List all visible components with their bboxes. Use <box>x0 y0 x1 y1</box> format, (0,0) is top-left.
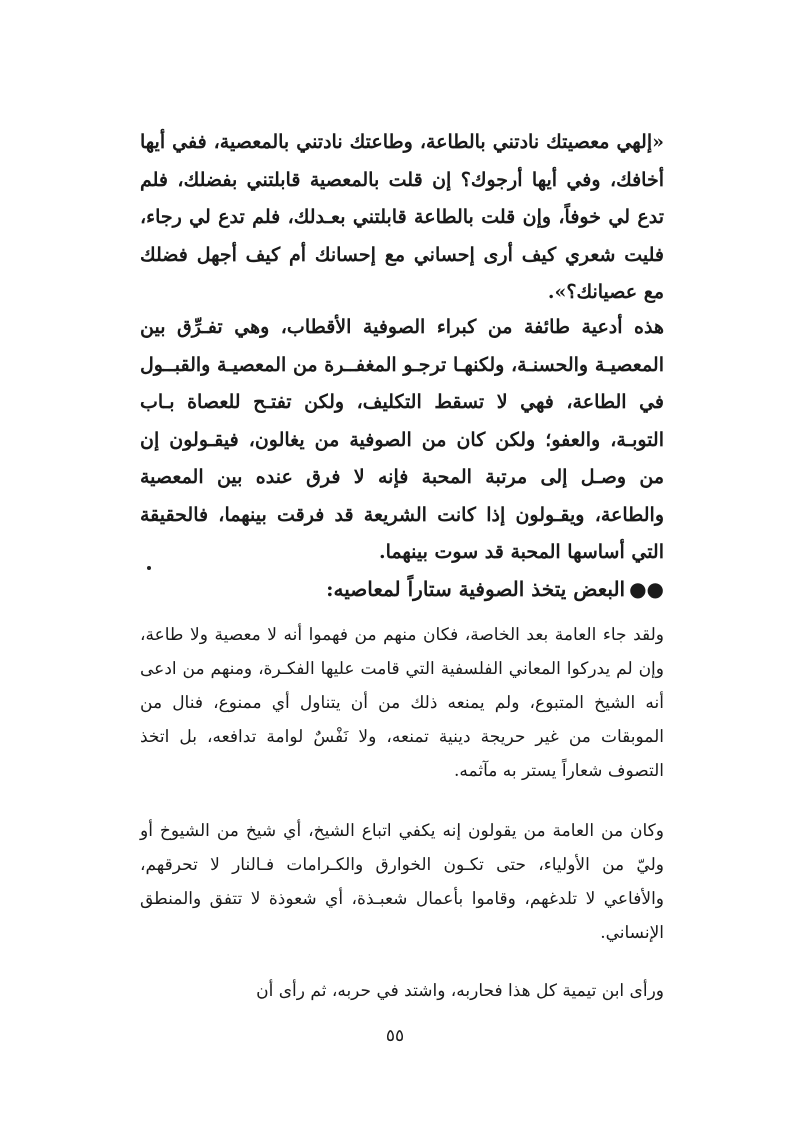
page-number: ٥٥ <box>385 1026 405 1046</box>
heading-bullet-icon: ●● <box>629 577 664 601</box>
following-sheikh-paragraph: وكان من العامة من يقولون إنه يكفي اتباع الشيخ، أي شيخ من الشيوخ أو وليّ من الأولياء، حتى تكـون الخوارق والكـرامات فـالنار لا تحرقهم، والأفاعي لا تلدغهم، وقاموا بأعمال شعبـذة، أي شعوذة لا تتفق والمنطق الإنساني. <box>140 821 664 943</box>
sufi-prayers-paragraph: هذه أدعية طائفة من كبراء الصوفية الأقطاب، وهي تفـرِّق بين المعصيـة والحسنـة، ولكنهـا ترجـو المغفــرة من المعصيـة والقبــول في الطاعة، فهي لا تسقط التكليف، ولكن تفتـح للعصاة بـاب التوبـة، والعفو؛ ولكن كان من الصوفية من يغالون، فيقـولون إن من وصـل إلى مرتبة المحبة فإنه لا فرق عنده بين المعصية والطاعة، ويقـولون إذا كانت الشريعة قد فرقت بينهما، فالحقيقة التي أساسها المحبة قد سوت بينهما. <box>140 316 664 563</box>
stray-dot-mark <box>147 566 151 570</box>
ibn-taymiyya-paragraph: ورأى ابن تيمية كل هذا فحاربه، واشتد في حربه، ثم رأى أن <box>256 981 664 1001</box>
prayer-quote-paragraph: «إلهي معصيتك نادتني بالطاعة، وطاعتك نادتني بالمعصية، ففي أيها أخافك، وفي أيها أرجوك؟ إن قلت بالمعصية قابلتني بفضلك، فلم تدع لي خوفاً، وإن قلت بالطاعة قابلتني بعـدلك، فلم تدع لي رجاء، فليت شعري كيف أرى إحساني مع إحسانك أم كيف أجهل فضلك مع عصيانك؟». <box>140 131 664 303</box>
section-heading <box>140 571 664 607</box>
heading-text: البعض يتخذ الصوفية ستاراً لمعاصيه: <box>326 577 626 601</box>
common-people-paragraph: ولقد جاء العامة بعد الخاصة، فكان منهم من فهموا أنه لا معصية ولا طاعة، وإن لم يدركوا المعاني الفلسفية التي قامت عليها الفكـرة، ومنهم من ادعى أنه الشيخ المتبوع، ولم يمنعه ذلك من أن يتناول أي ممنوع، فنال من الموبقات من غير حريجة دينية تمنعه، ولا نَفْسٌ لوامة تدافعه، بل اتخذ التصوف شعاراً يستر به مآثمه. <box>140 625 664 781</box>
